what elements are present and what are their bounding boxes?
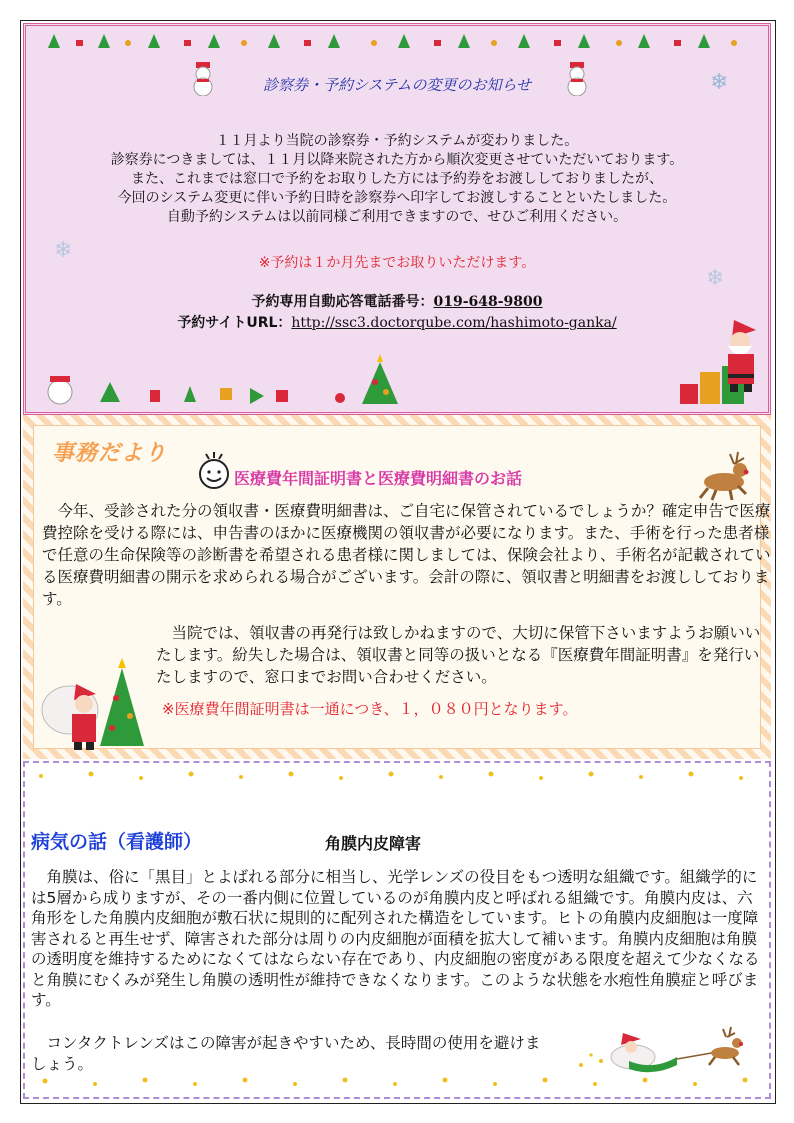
snowflake-icon: ❄: [54, 238, 73, 263]
tree-garland-decoration: [44, 32, 744, 54]
phone-label: 予約専用自動応答電話番号：: [251, 294, 434, 310]
notice-section: [23, 23, 771, 415]
notice-line: 自動予約システムは以前同様ご利用できますので、せひご利用ください。: [166, 209, 628, 225]
reindeer-icon: [694, 450, 754, 502]
star-border-top: [31, 769, 761, 783]
office-fee-note: ※医療費年間証明書は一通につき、１，０８０円となります。: [162, 700, 578, 718]
santa-icon: [716, 316, 766, 396]
newsletter-page: [20, 20, 776, 1104]
health-section: [23, 761, 771, 1099]
url-label: 予約サイトURL：: [177, 315, 292, 331]
snowflake-icon: ❄: [710, 70, 729, 95]
star-border-bottom: [31, 1075, 761, 1089]
health-heading: 病気の話（看護師）: [31, 831, 203, 853]
notice-line: １１月より当院の診察券・予約システムが変わりました。: [215, 133, 579, 149]
santa-tree-icon: [40, 654, 150, 754]
notice-line: また、これまでは窓口で予約をお取りした方には予約券をお渡ししておりましたが、: [131, 171, 663, 187]
office-paragraph: 当院では、領収書の再発行は致しかねますので、大切に保管下さいますようお願いいたします。紛失した場合は、領収書と同等の扱いとなる『医療費年間証明書』を発行いたしますので、窓口までお問い合わせください。: [156, 624, 761, 686]
smiley-icon: [196, 450, 232, 490]
health-paragraph: コンタクトレンズはこの障害が起きやすいため、長時間の使用を避けましょう。: [31, 1034, 541, 1073]
snowman-icon: [566, 62, 588, 96]
snowflake-icon: ❄: [706, 266, 725, 291]
office-panel: [33, 425, 771, 749]
phone-number[interactable]: 019-648-9800: [433, 294, 543, 310]
notice-title: 診察券・予約システムの変更のお知らせ: [262, 76, 532, 94]
office-subtitle: 医療費年間証明書と医療費明細書のお話: [234, 469, 523, 488]
health-paragraph: 角膜は、俗に「黒目」とよばれる部分に相当し、光学レンズの役目をもつ透明な組織です。組織学的には5層から成りますが、その一番内側に位置しているのが角膜内皮と呼ばれる組織です。角膜内皮は、六角形をした角膜内皮細胞が敷石状に規則的に配列された構造をしています。ヒトの角膜内皮細胞は一度障害されると再生せず、障害された部分は周りの内皮細胞が面積を拡大して補います。角膜内皮細胞は角膜の透明度を維持するためになくてはならない存在であり、内皮細胞の密度がある限度を超えて少なくなると角膜にむくみが発生し角膜の透明性が維持できなくなります。このような状態を水疱性角膜症と呼びます。: [31, 868, 760, 1009]
office-heading: 事務だより: [52, 441, 168, 466]
reservation-url-link[interactable]: http://ssc3.doctorqube.com/hashimoto-ganka/: [291, 315, 617, 331]
notice-contact: [26, 292, 768, 334]
notice-body: [26, 132, 768, 227]
notice-reservation-note: ※予約は１か月先までお取りいただけます。: [258, 255, 536, 271]
office-paragraph: 今年、受診された分の領収書・医療費明細書は、ご自宅に保管されているでしょうか？確定申告で医療費控除を受ける際には、申告書のほかに医療機関の領収書が必要になります。また、手術を行った患者様で任意の生命保険等の診断書を希望される患者様に関しましては、保険会社より、手術名が記載されている医療費明細書の開示を求められる場合がございます。会計の際に、領収書と明細書をお渡ししております。: [42, 502, 771, 608]
notice-line: 今回のシステム変更に伴い予約日時を診察券へ印字してお渡しすることといたしました。: [117, 190, 677, 206]
office-section: [23, 415, 771, 759]
christmas-decoration-row: [40, 352, 760, 408]
notice-line: 診察券につきましては、１１月以降来院された方から順次変更させていただいております。: [110, 152, 684, 168]
health-title: 角膜内皮障害: [325, 834, 422, 853]
sleigh-icon: [573, 1025, 753, 1077]
